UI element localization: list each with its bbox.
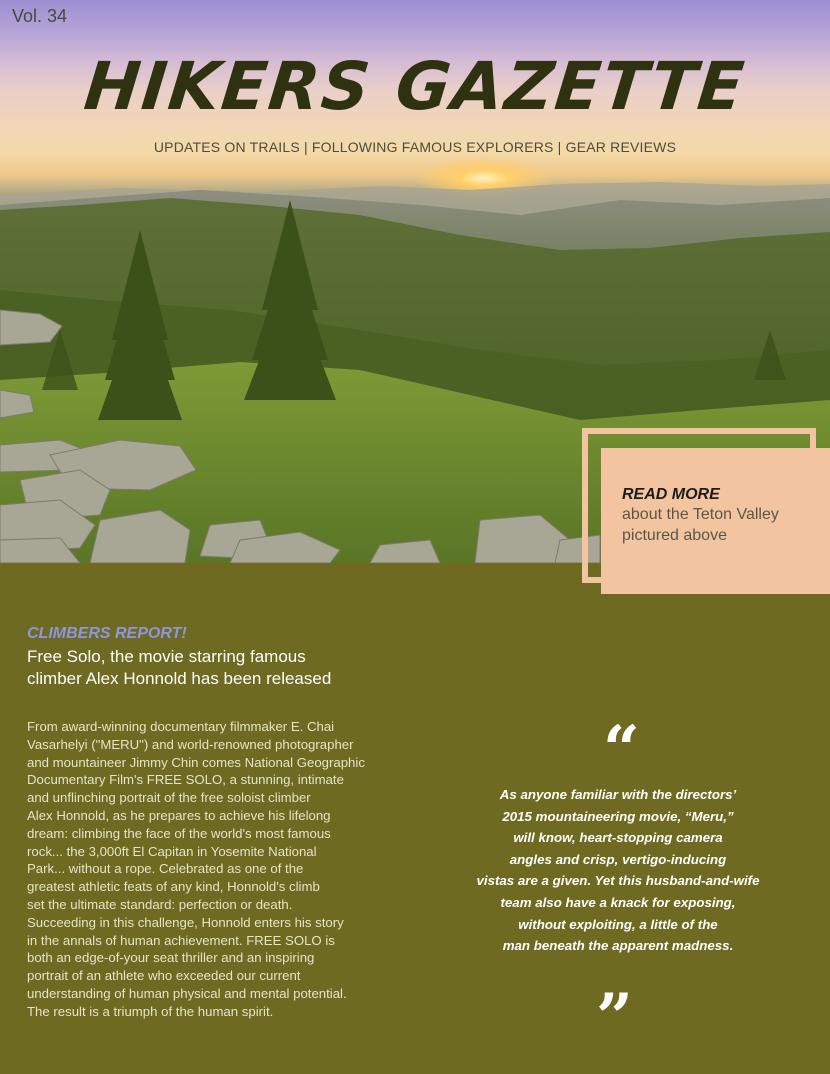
close-quote-icon: ” <box>596 980 633 1055</box>
body-line: portrait of an athlete who exceeded our current <box>27 968 301 984</box>
open-quote-icon: “ <box>603 712 640 787</box>
masthead-title: HIKERS GAZETTE <box>80 48 750 125</box>
read-more-title[interactable]: READ MORE <box>622 486 720 503</box>
body-line: Park... without a rope. Celebrated as one of the <box>27 861 304 877</box>
volume-number: Vol. 34 <box>12 6 68 26</box>
quote-line: angles and crisp, vertigo-inducing <box>509 851 727 867</box>
body-line: Documentary Film's FREE SOLO, a stunning, intimate <box>27 772 344 788</box>
quote-line: without exploiting, a little of the <box>518 916 718 932</box>
body-line: and mountaineer Jimmy Chin comes National Geographic <box>27 754 365 770</box>
body-line: Alex Honnold, as he prepares to achieve his lifelong <box>27 807 331 823</box>
body-line: rock... the 3,000ft El Capitan in Yosemite National <box>27 843 317 859</box>
body-line: greatest athletic feats of any kind, Honnold's climb <box>27 879 320 895</box>
body-line: set the ultimate standard: perfection or death. <box>27 896 293 912</box>
quote-line: man beneath the apparent madness. <box>502 938 734 954</box>
body-line: Vasarhelyi ("MERU") and world-renowned photographer <box>27 736 354 752</box>
quote-line: 2015 mountaineering movie, “Meru,” <box>502 808 734 824</box>
article-headline <box>27 646 387 690</box>
body-line: both an edge-of-your seat thriller and an inspiring <box>27 950 315 966</box>
quote-line: team also have a knack for exposing, <box>500 894 736 910</box>
body-line: Succeeding in this challenge, Honnold enters his story <box>27 914 344 930</box>
body-line: The result is a triumph of the human spirit. <box>27 1003 274 1019</box>
article-kicker: CLIMBERS REPORT! <box>27 625 187 642</box>
body-line: understanding of human physical and mental potential. <box>27 985 347 1001</box>
article-body <box>27 718 399 1021</box>
body-line: in the annals of human achievement. FREE SOLO is <box>27 932 335 948</box>
body-line: dream: climbing the face of the world's most famous <box>27 825 331 841</box>
tagline: UPDATES ON TRAILS | FOLLOWING FAMOUS EXPLORERS | GEAR REVIEWS <box>153 139 677 155</box>
body-line: and unflinching portrait of the free soloist climber <box>27 790 311 806</box>
quote-line: vistas are a given. Yet this husband-and-wife <box>476 873 760 889</box>
pull-quote <box>468 784 768 957</box>
quote-line: As anyone familiar with the directors’ <box>499 787 737 802</box>
read-more-card[interactable] <box>601 448 830 594</box>
headline-line-2: climber Alex Honnold has been released <box>27 669 332 688</box>
headline-line-1: Free Solo, the movie starring famous <box>27 647 306 666</box>
read-more-line-2: pictured above <box>622 527 727 544</box>
body-line: From award-winning documentary filmmaker E. Chai <box>27 719 335 734</box>
quote-line: will know, heart-stopping camera <box>513 830 723 846</box>
read-more-line-1: about the Teton Valley <box>622 506 779 523</box>
